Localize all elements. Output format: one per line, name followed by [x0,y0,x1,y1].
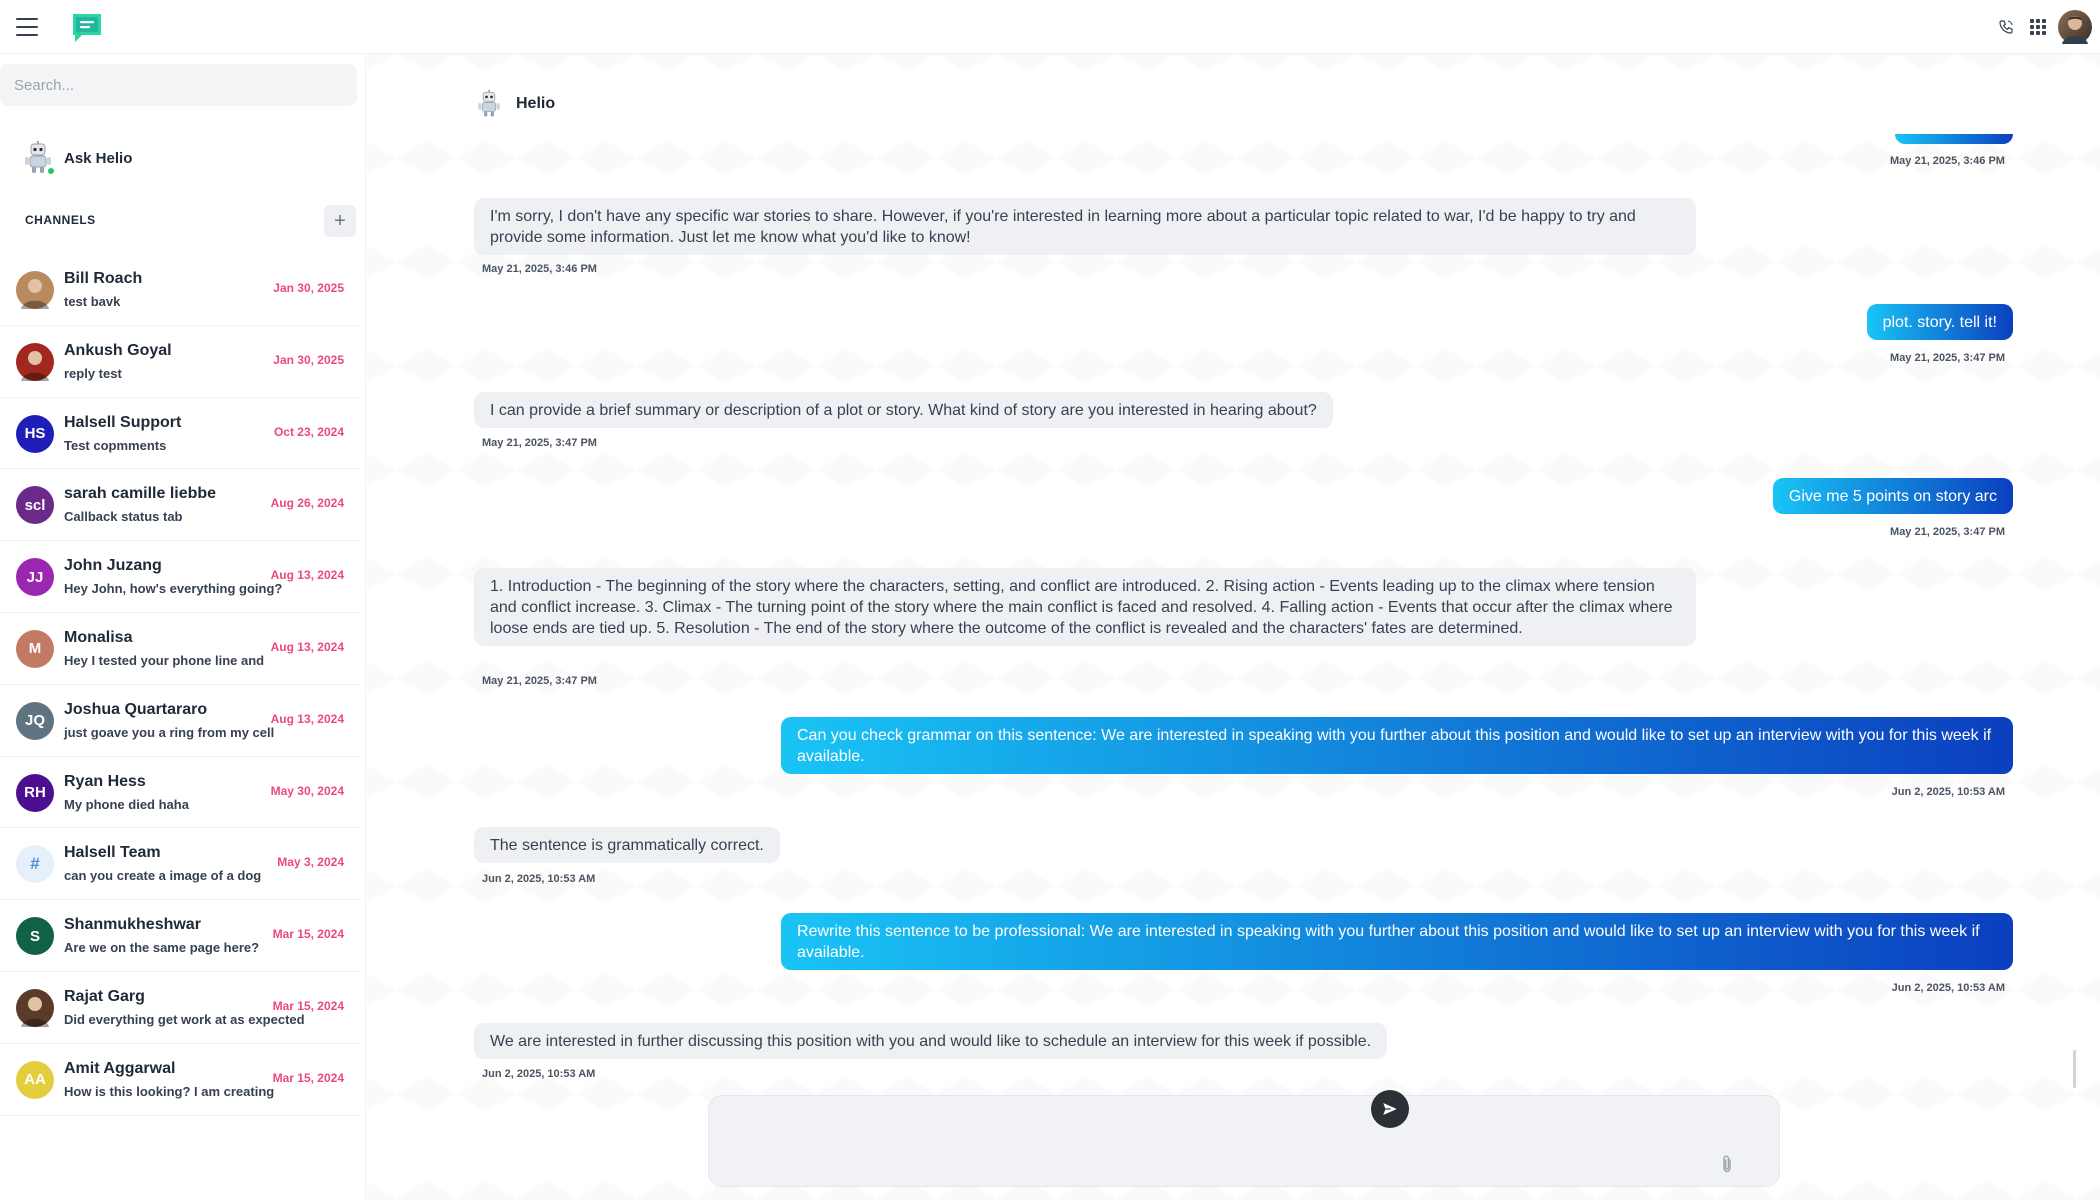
message-timestamp: Jun 2, 2025, 10:53 AM [1891,982,2005,994]
incoming-message-bubble: I can provide a brief summary or description of a plot or story. What kind of story are you interested in hearing about? [474,392,1333,428]
channel-preview: Test copmments [64,437,167,453]
channel-preview: just goave you a ring from my cell [64,724,275,740]
channel-item[interactable] [0,757,360,829]
robot-icon [474,87,504,121]
avatar: S [16,917,54,955]
channel-item[interactable] [0,398,360,470]
avatar [16,343,54,381]
message-timestamp: Jun 2, 2025, 10:53 AM [482,873,596,885]
avatar: RH [16,774,54,812]
robot-icon [20,140,56,176]
message-timestamp: May 21, 2025, 3:46 PM [1890,155,2005,167]
channel-preview: reply test [64,365,122,381]
ask-helio-label: Ask Helio [64,149,133,167]
channel-name: Rajat Garg [64,987,145,1005]
message-timestamp: May 21, 2025, 3:47 PM [482,675,597,687]
channel-item[interactable] [0,828,360,900]
channel-preview: can you create a image of a dog [64,868,262,884]
outgoing-message-bubble: Rewrite this sentence to be professional: We are interested in speaking with you further about this position and would like to set up an interview with you for this week if available. [781,913,2013,970]
avatar [16,989,54,1027]
channel-name: Joshua Quartararo [64,700,208,718]
chat-panel [367,54,2100,1200]
avatar: JJ [16,558,54,596]
outgoing-message-bubble [1895,134,2013,144]
channel-preview: How is this looking? I am creating [64,1083,275,1099]
channel-preview: Hey I tested your phone line and [64,652,265,668]
avatar: scl [16,486,54,524]
channel-preview: test bavk [64,294,121,309]
channel-date: Oct 23, 2024 [273,424,344,439]
send-icon [1381,1100,1399,1118]
channel-preview: Did everything get work at as expected [64,1011,305,1027]
message-timestamp: May 21, 2025, 3:47 PM [1890,526,2005,538]
channels-heading: CHANNELS [25,213,96,227]
top-bar [0,0,2100,54]
channel-item[interactable] [0,1044,360,1116]
channel-preview: Hey John, how's everything going? [64,581,283,597]
avatar: JQ [16,702,54,740]
incoming-message-bubble: 1. Introduction - The beginning of the story where the characters, setting, and conflict are introduced. 2. Rising action - Events leading up to the climax where tension and conflict increase. 3. Climax - The turning point of the story where the main conflict is faced and resolved. 4. Falling action - Events that occur after the climax where loose ends are tied up. 5. Resolution - The end of the story where the outcome of the conflict is revealed and the characters' fates are determined. [474,568,1696,646]
avatar [16,271,54,309]
channel-name: Bill Roach [64,270,143,287]
avatar: M [16,630,54,668]
channel-date: Aug 26, 2024 [270,496,344,511]
channel-date: Aug 13, 2024 [270,568,344,583]
channel-date: Jan 30, 2025 [273,281,344,295]
chat-title: Helio [516,95,556,112]
message-timestamp: May 21, 2025, 3:47 PM [1890,352,2005,364]
channel-name: sarah camille liebbe [64,485,217,503]
online-status-dot [46,166,56,176]
channel-name: Ryan Hess [64,772,146,790]
incoming-message-bubble: The sentence is grammatically correct. [474,827,780,863]
channel-date: Jan 30, 2025 [273,352,344,367]
search-input[interactable] [0,64,357,106]
channel-preview: Are we on the same page here? [64,940,260,956]
phone-icon[interactable] [1990,11,2022,43]
channel-date: Aug 13, 2024 [270,711,344,726]
chat-header [474,84,555,124]
channel-name: Monalisa [64,628,133,646]
channel-list [0,254,360,1116]
avatar: # [16,845,54,883]
plus-icon: + [334,209,346,232]
outgoing-message-bubble: Can you check grammar on this sentence: We are interested in speaking with you further about this position and would like to set up an interview with you for this week if available. [781,717,2013,774]
message-timestamp: May 21, 2025, 3:46 PM [482,263,597,275]
channel-item[interactable] [0,326,360,398]
message-composer [708,1095,1780,1187]
channel-date: Aug 13, 2024 [270,639,344,654]
channel-date: Mar 15, 2024 [272,998,344,1013]
channel-item[interactable] [0,972,360,1044]
channel-name: Halsell Team [64,844,161,862]
send-button[interactable] [1371,1090,1409,1128]
channel-item[interactable] [0,254,360,326]
message-timestamp: Jun 2, 2025, 10:53 AM [1891,786,2005,798]
add-channel-button[interactable] [324,205,356,237]
menu-icon[interactable] [16,18,38,36]
incoming-message-bubble: I'm sorry, I don't have any specific war stories to share. However, if you're interested in learning more about a particular topic related to war, I'd be happy to try and provide some information. Just let me know what you'd like to know! [474,198,1696,255]
message-timestamp: Jun 2, 2025, 10:53 AM [482,1068,596,1080]
message-input[interactable] [723,1106,1693,1176]
scrollbar-thumb[interactable] [2073,1050,2076,1088]
channel-preview: Callback status tab [64,509,183,525]
channel-name: Shanmukheshwar [64,916,201,934]
channel-name: Halsell Support [64,413,182,431]
ask-helio-item[interactable] [20,138,132,178]
channel-date: Mar 15, 2024 [272,927,344,942]
channel-item[interactable] [0,469,360,541]
paperclip-icon[interactable] [1717,1153,1737,1175]
channel-preview: My phone died haha [64,796,189,812]
channel-item[interactable] [0,685,360,757]
channel-item[interactable] [0,613,360,685]
incoming-message-bubble: We are interested in further discussing this position with you and would like to schedule an interview for this week if possible. [474,1023,1387,1059]
avatar: AA [16,1061,54,1099]
channel-item[interactable] [0,541,360,613]
user-avatar[interactable] [2058,10,2092,44]
message-timestamp: May 21, 2025, 3:47 PM [482,437,597,449]
avatar: HS [16,415,54,453]
chat-logo-icon[interactable] [70,11,104,45]
channel-date: May 3, 2024 [277,855,344,870]
channel-item[interactable] [0,900,360,972]
outgoing-message-bubble: plot. story. tell it! [1867,304,2013,340]
sidebar [0,54,366,1200]
channel-name: John Juzang [64,557,162,575]
apps-grid-icon[interactable] [2022,11,2054,43]
channel-name: Ankush Goyal [64,341,172,359]
channel-name: Amit Aggarwal [64,1059,176,1077]
channel-date: May 30, 2024 [270,783,344,798]
outgoing-message-bubble: Give me 5 points on story arc [1773,478,2013,514]
channel-date: Mar 15, 2024 [272,1070,344,1085]
